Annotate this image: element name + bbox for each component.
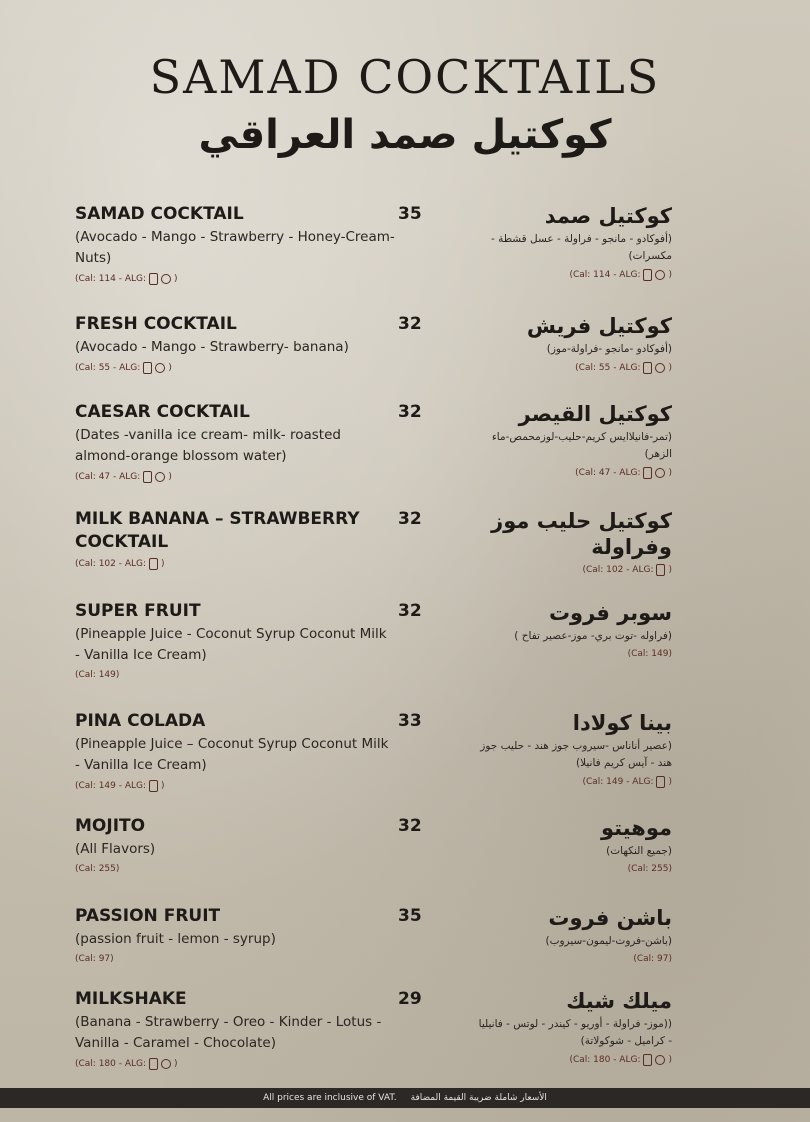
allergen-milk-icon [643,1054,652,1066]
allergen-milk-icon [149,780,158,792]
allergen-milk-icon [643,269,652,281]
item-description: (All Flavors) [75,841,156,857]
allergen-nut-icon [161,274,171,284]
item-name-arabic: ميلك شيك [566,989,672,1013]
item-english [75,313,395,374]
item-calories-arabic: (Cal: 55 - ALG: ) [575,363,672,373]
item-arabic [472,710,672,788]
item-description-arabic: (أفوكادو -مانجو -فراولة-موز) [546,343,672,355]
item-price: 35 [398,204,422,224]
page-title-arabic: كوكتيل صمد العراقي [198,112,612,158]
item-name-arabic: كوكتيل القيصر [518,402,672,426]
allergen-nut-icon [655,468,665,478]
item-calories-arabic: (Cal: 149 - ALG: ) [582,777,672,787]
item-description: (Dates -vanilla ice cream- milk- roasted almond-orange blossom water) [75,427,341,464]
allergen-nut-icon [161,1059,171,1069]
allergen-milk-icon [143,362,152,374]
item-description: (Avocado - Mango - Strawberry - Honey-Cream-Nuts) [75,229,395,266]
item-price: 32 [398,816,422,836]
allergen-milk-icon [656,776,665,788]
item-english [75,905,395,964]
item-english [75,988,395,1070]
item-calories-arabic: (Cal: 47 - ALG: ) [575,468,672,478]
allergen-nut-icon [655,363,665,373]
item-name: FRESH COCKTAIL [75,314,237,334]
item-name: SUPER FRUIT [75,601,201,621]
item-english [75,203,395,285]
item-arabic [472,815,672,874]
item-price: 32 [398,509,422,529]
item-calories: (Cal: 180 - ALG: ) [75,1059,178,1069]
item-english [75,710,395,792]
item-description-arabic: (عصير أناناس -سيروب جوز هند - حليب جوز هند - آيس كريم فانيلا) [480,740,672,769]
item-calories-arabic: (Cal: 180 - ALG: ) [569,1055,672,1065]
item-description-arabic: (تمر-فانيلاايس كريم-حليب-لوزمحمص-ماء الزهر) [491,431,672,460]
item-price: 29 [398,989,422,1009]
item-name-arabic: موهيتو [600,816,672,840]
item-calories-arabic: (Cal: 97) [633,954,672,964]
item-english [75,401,395,483]
allergen-milk-icon [656,564,665,576]
item-arabic [472,508,672,576]
allergen-milk-icon [149,273,158,285]
footer-vat-en: All prices are inclusive of VAT. [263,1093,397,1103]
item-description: (Avocado - Mango - Strawberry- banana) [75,339,349,355]
allergen-milk-icon [149,1058,158,1070]
item-calories: (Cal: 149) [75,670,120,680]
item-english [75,600,395,680]
item-calories-arabic: (Cal: 102 - ALG: ) [582,565,672,575]
item-calories: (Cal: 97) [75,954,114,964]
item-arabic [472,401,672,479]
item-name-arabic: كوكتيل صمد [544,204,672,228]
allergen-milk-icon [643,467,652,479]
item-calories: (Cal: 149 - ALG: ) [75,781,165,791]
item-arabic [472,203,672,281]
item-name: MOJITO [75,816,146,836]
item-name: CAESAR COCKTAIL [75,402,250,422]
allergen-nut-icon [155,472,165,482]
item-calories: (Cal: 47 - ALG: ) [75,472,172,482]
item-description-arabic: (جميع النكهات) [606,845,672,857]
item-description: (passion fruit - lemon - syrup) [75,931,276,947]
item-price: 33 [398,711,422,731]
item-name: MILK BANANA – STRAWBERRY COCKTAIL [75,509,360,552]
allergen-nut-icon [655,270,665,280]
item-name-arabic: كوكتيل فريش [526,314,672,338]
item-calories-arabic: (Cal: 255) [627,864,672,874]
item-english [75,508,395,570]
allergen-milk-icon [143,471,152,483]
item-calories-arabic: (Cal: 114 - ALG: ) [569,270,672,280]
allergen-milk-icon [643,362,652,374]
item-calories: (Cal: 114 - ALG: ) [75,274,178,284]
item-name-arabic: باشن فروت [548,906,672,930]
item-name: MILKSHAKE [75,989,187,1009]
footer [0,1088,810,1108]
item-price: 32 [398,314,422,334]
item-name: PASSION FRUIT [75,906,221,926]
item-arabic [472,905,672,964]
item-arabic [472,313,672,374]
item-description: (Banana - Strawberry - Oreo - Kinder - Lotus - Vanilla - Caramel - Chocolate) [75,1014,382,1051]
item-name: SAMAD COCKTAIL [75,204,244,224]
item-name-arabic: بينا كولادا [572,711,672,735]
allergen-nut-icon [655,1055,665,1065]
footer-vat-ar: الأسعار شاملة ضريبة القيمة المضافة [410,1093,547,1103]
item-description-arabic: ((موز- فراولة - أوريو - كيندر - لوتس - فانيليا - كراميل - شوكولاتة) [478,1018,672,1047]
item-name: PINA COLADA [75,711,206,731]
item-name-arabic: كوكتيل حليب موز وفراولة [491,509,672,559]
allergen-milk-icon [149,558,158,570]
allergen-nut-icon [155,363,165,373]
item-price: 35 [398,906,422,926]
item-description-arabic: (أفوكادو - مانجو - فراولة - عسل قشطة - مكسرات) [490,233,672,262]
item-calories: (Cal: 102 - ALG: ) [75,559,165,569]
item-description: (Pineapple Juice – Coconut Syrup Coconut Milk - Vanilla Ice Cream) [75,736,389,773]
item-arabic [472,600,672,659]
item-price: 32 [398,402,422,422]
item-arabic [472,988,672,1066]
item-calories: (Cal: 55 - ALG: ) [75,363,172,373]
page-title: SAMAD COCKTAILS [149,50,661,104]
item-name-arabic: سوبر فروت [548,601,672,625]
item-price: 32 [398,601,422,621]
item-calories: (Cal: 255) [75,864,120,874]
item-description: (Pineapple Juice - Coconut Syrup Coconut Milk - Vanilla Ice Cream) [75,626,387,663]
item-english [75,815,395,874]
item-calories-arabic: (Cal: 149) [627,649,672,659]
item-description-arabic: (فراوله -توت بري- موز-عصير تفاح ) [514,630,672,642]
item-description-arabic: (باشن-فروت-ليمون-سيروب) [545,935,672,947]
